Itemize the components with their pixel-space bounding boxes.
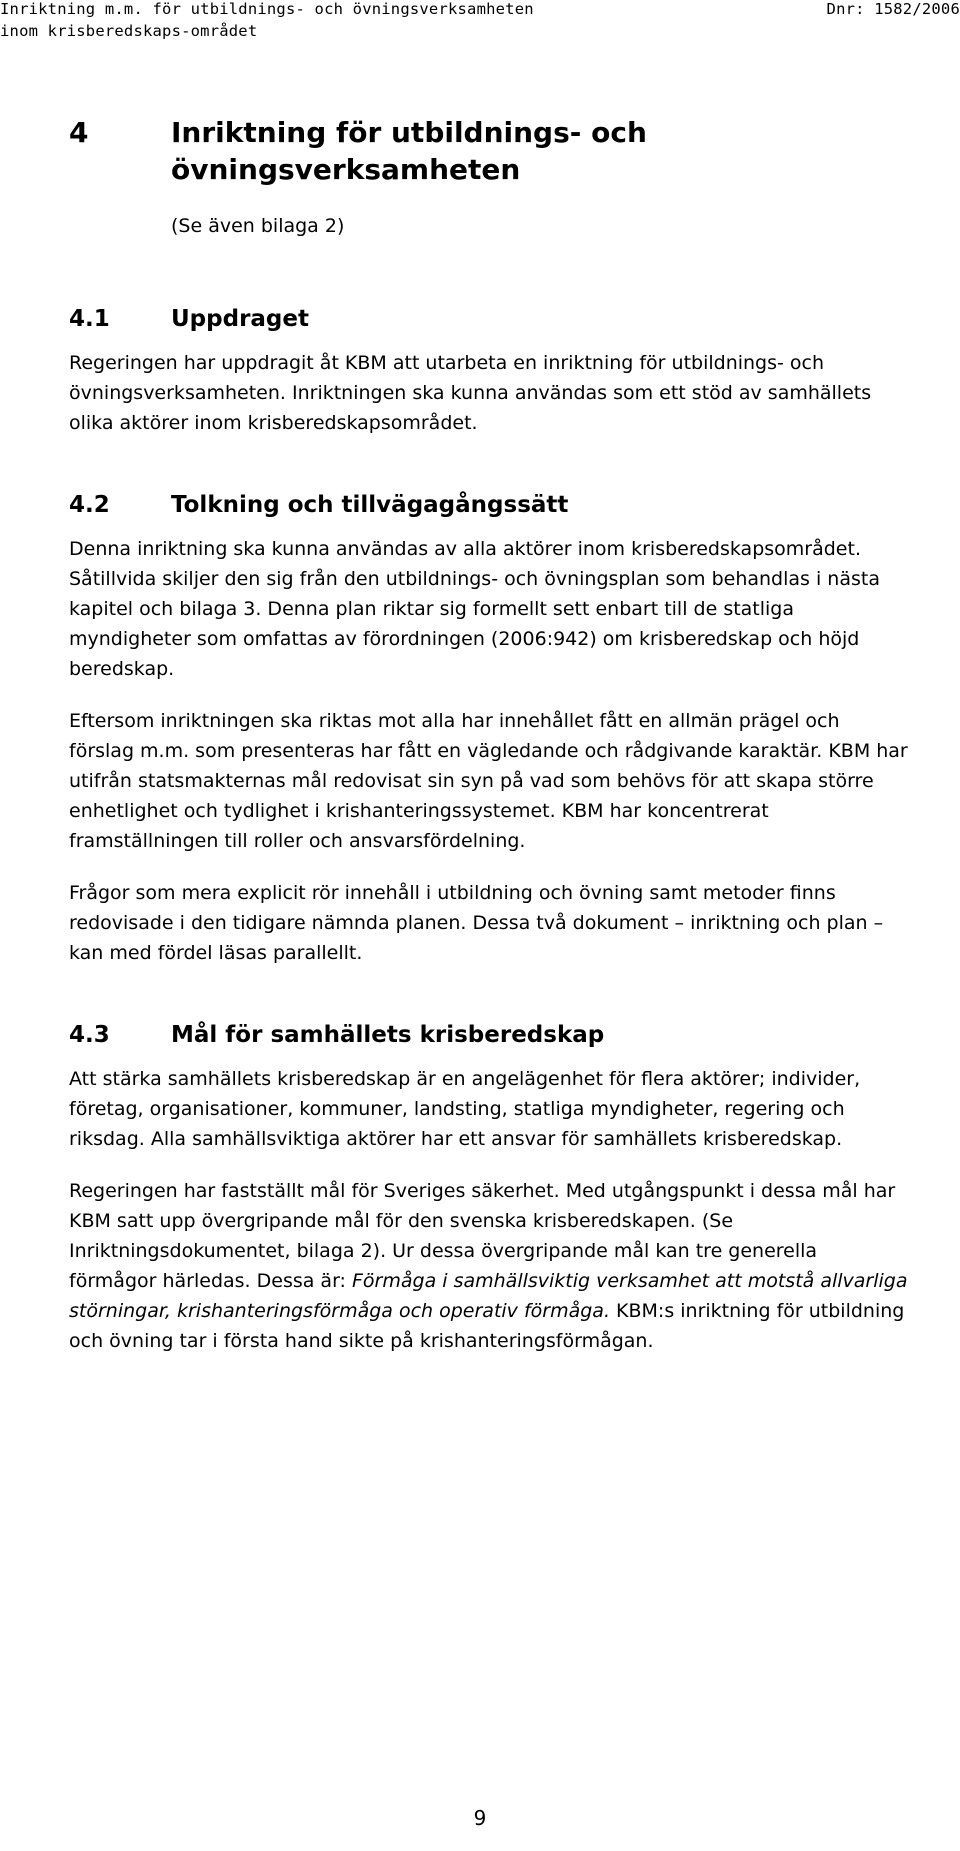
paragraph: Denna inriktning ska kunna användas av alla aktörer inom krisberedskapsområdet. Såtillvida skiljer den sig från den utbildnings- och övningsplan som behandlas i nästa kapitel och bilaga 3. Denna plan riktar sig formellt sett enbart till de statliga myndigheter som omfattas av förordningen (2006:942) om krisberedskap och höjd beredskap. bbox=[69, 538, 880, 680]
section-number: 4.3 bbox=[69, 1022, 110, 1048]
paragraph-lead: Regeringen har fastställt mål för Sveriges säkerhet. Med utgångspunkt i dessa mål har KBM satt upp övergripande mål för den svenska krisberedskapen. (Se Inriktningsdokumentet, bilaga 2). Ur dessa övergripande mål kan tre generella förmågor härledas. Dessa är: bbox=[69, 1180, 896, 1292]
paragraph-capabilities bbox=[69, 1176, 909, 1356]
chapter-number: 4 bbox=[69, 116, 89, 149]
paragraph: Att stärka samhällets krisberedskap är en angelägenhet för flera aktörer; individer, företag, organisationer, kommuner, landsting, statliga myndigheter, regering och riksdag. Alla samhällsviktiga aktörer har ett ansvar för samhällets krisberedskap. bbox=[69, 1068, 861, 1150]
page-number: 9 bbox=[473, 1806, 487, 1830]
chapter-note: (Se även bilaga 2) bbox=[171, 215, 345, 237]
section-heading-4-3 bbox=[69, 1020, 909, 1050]
header-document-subtitle: inom krisberedskaps-området bbox=[0, 22, 258, 40]
paragraph: Eftersom inriktningen ska riktas mot alla har innehållet fått en allmän prägel och förslag m.m. som presenteras har fått en vägledande och rådgivande karaktär. KBM har utifrån statsmakternas mål redovisat sin syn på vad som behövs för att skapa större enhetlighet och tydlighet i krishanteringssystemet. KBM har koncentrerat framställningen till roller och ansvarsfördelning. bbox=[69, 710, 908, 852]
running-header bbox=[0, 0, 960, 50]
section-title: Uppdraget bbox=[171, 306, 309, 332]
paragraph: Frågor som mera explicit rör innehåll i utbildning och övning samt metoder finns redovisade i den tidigare nämnda planen. Dessa två dokument – inriktning och plan – kan med fördel läsas parallellt. bbox=[69, 882, 884, 964]
section-heading-4-2 bbox=[69, 490, 909, 520]
section-title: Tolkning och tillvägagångssätt bbox=[171, 492, 569, 518]
header-document-title: Inriktning m.m. för utbildnings- och övningsverksamheten bbox=[0, 0, 534, 18]
section-heading-4-1 bbox=[69, 304, 909, 334]
chapter-heading bbox=[69, 114, 909, 188]
section-title: Mål för samhällets krisberedskap bbox=[171, 1022, 605, 1048]
page-body bbox=[69, 114, 909, 1356]
section-number: 4.1 bbox=[69, 306, 110, 332]
paragraph-tail: KBM:s inriktning för utbildning och övning tar i första hand sikte på krishanteringsförmågan. bbox=[69, 1300, 905, 1352]
section-number: 4.2 bbox=[69, 492, 110, 518]
chapter-title: Inriktning för utbildnings- och övningsverksamheten bbox=[171, 116, 647, 186]
header-dnr: Dnr: 1582/2006 bbox=[826, 0, 960, 18]
paragraph: Regeringen har uppdragit åt KBM att utarbeta en inriktning för utbildnings- och övningsverksamheten. Inriktningen ska kunna användas som ett stöd av samhällets olika aktörer inom krisberedskapsområdet. bbox=[69, 352, 872, 434]
capabilities-emphasis: Förmåga i samhällsviktig verksamhet att motstå allvarliga störningar, krishanteringsförmåga och operativ förmåga. bbox=[69, 1270, 908, 1322]
